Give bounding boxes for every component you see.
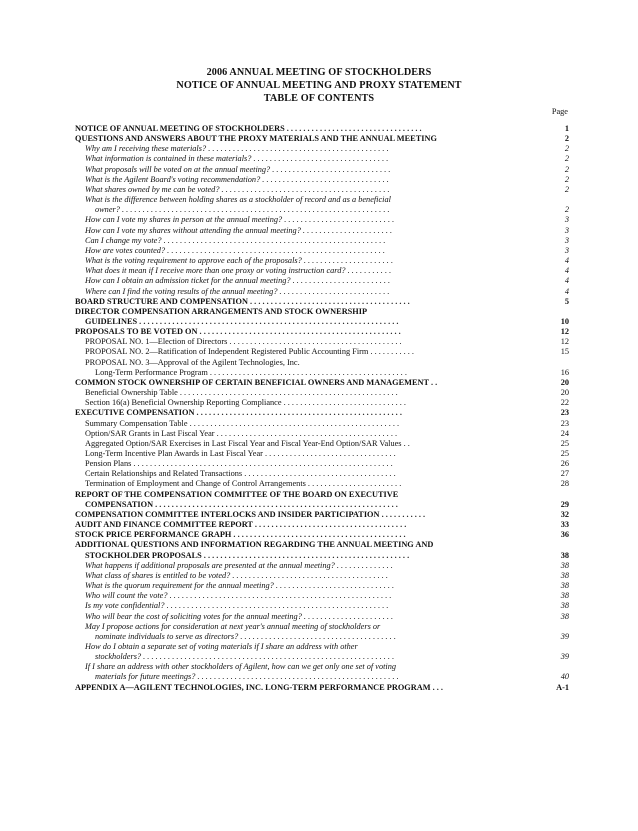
toc-entry-text: EXECUTIVE COMPENSATION . . . . . . . . . . . . . . . . . . . . . . . . . . . . . . . . . . . . . . . . . . . . . . . . . . — [75, 408, 402, 418]
toc-page-number: 22 — [560, 398, 569, 408]
toc-entry-text: COMMON STOCK OWNERSHIP OF CERTAIN BENEFICIAL OWNERS AND MANAGEMENT . . — [75, 377, 438, 387]
toc-entry[interactable] — [75, 449, 569, 459]
toc-entry-title — [75, 530, 569, 540]
toc-page-number: 3 — [564, 245, 569, 255]
toc-page-number: 25 — [560, 449, 569, 458]
toc-entry-text: If I share an address with other stockholders of Agilent, how can we get only one set of voting — [85, 662, 397, 672]
toc-entry-text: How can I vote my shares without attending the annual meeting? . . . . . . . . . . . . . . . . . . . . . . — [85, 225, 393, 235]
toc-page-number: 1 — [564, 124, 569, 133]
toc-entry-text: Who will count the vote? . . . . . . . . . . . . . . . . . . . . . . . . . . . . . . . . . . . . . . . . . . . . . . . . . . . . . . — [85, 591, 392, 601]
toc-entry[interactable] — [75, 408, 569, 418]
toc-entry[interactable] — [75, 388, 569, 398]
toc-entry-title — [75, 226, 569, 236]
toc-entry-text: PROPOSALS TO BE VOTED ON . . . . . . . . . . . . . . . . . . . . . . . . . . . . . . . . . . . . . . . . . . . . . . . . . — [75, 327, 401, 337]
toc-entry[interactable] — [75, 144, 569, 154]
toc-entry-text: Summary Compensation Table . . . . . . . . . . . . . . . . . . . . . . . . . . . . . . . . . . . . . . . . . . . . . . . . . . . — [85, 418, 400, 428]
toc-entry-text: What is the Agilent Board's voting recommendation? . . . . . . . . . . . . . . . . . . . . . . . . . . . . . . . — [85, 174, 389, 184]
toc-entry-text: Is my vote confidential? . . . . . . . . . . . . . . . . . . . . . . . . . . . . . . . . . . . . . . . . . . . . . . . . . . . . . . — [85, 601, 389, 611]
toc-page-number: 27 — [560, 469, 569, 479]
toc-page-number: 39 — [560, 652, 569, 662]
toc-entry[interactable] — [75, 398, 569, 408]
toc-entry[interactable] — [75, 571, 569, 581]
toc-entry-title — [75, 398, 569, 408]
toc-entry[interactable] — [75, 266, 569, 276]
toc-entry[interactable] — [75, 520, 569, 530]
toc-entry[interactable] — [75, 510, 569, 520]
toc-entry[interactable] — [75, 601, 569, 611]
toc-entry-title — [75, 256, 569, 266]
toc-page-number: 2 — [564, 184, 569, 194]
toc-entry-title — [75, 642, 569, 662]
toc-entry-text: What does it mean if I receive more than one proxy or voting instruction card? . . . . . . . . . . . — [85, 266, 392, 276]
toc-entry[interactable] — [75, 530, 569, 540]
toc-entry-text: DIRECTOR COMPENSATION ARRANGEMENTS AND STOCK OWNERSHIP — [75, 306, 368, 316]
toc-entry-title — [75, 297, 569, 307]
toc-entry[interactable] — [75, 591, 569, 601]
toc-entry-text: QUESTIONS AND ANSWERS ABOUT THE PROXY MATERIALS AND THE ANNUAL MEETING — [75, 134, 437, 144]
toc-entry-text: STOCK PRICE PERFORMANCE GRAPH . . . . . . . . . . . . . . . . . . . . . . . . . . . . . . . . . . . . . . . . . . — [75, 530, 406, 540]
toc-entry[interactable] — [75, 459, 569, 469]
toc-page-number: 23 — [560, 418, 569, 428]
toc-page-number: 39 — [560, 631, 569, 641]
toc-entry-text: Where can I find the voting results of the annual meeting? . . . . . . . . . . . . . . . . . . . . . . . . . . . — [85, 286, 390, 296]
toc-entry-text: Who will bear the cost of soliciting votes for the annual meeting? . . . . . . . . . . . . . . . . . . . . . . — [85, 611, 394, 621]
toc-entry[interactable] — [75, 612, 569, 622]
toc-page-number: 2 — [564, 164, 569, 174]
toc-entry-title — [75, 540, 569, 560]
toc-title: TABLE OF CONTENTS — [263, 93, 375, 104]
toc-entry-title — [75, 490, 569, 510]
toc-entry-title — [75, 185, 569, 195]
toc-page-number: 5 — [564, 296, 569, 306]
toc-entry-text: BOARD STRUCTURE AND COMPENSATION . . . . . . . . . . . . . . . . . . . . . . . . . . . . . . . . . . . . . . . — [75, 296, 410, 306]
toc-entry-continuation: stockholders? . . . . . . . . . . . . . . . . . . . . . . . . . . . . . . . . . . . . . . . . . . . . . . . . . . . . . . . . . . . . . — [95, 652, 395, 662]
toc-entry-text: Beneficial Ownership Table . . . . . . . . . . . . . . . . . . . . . . . . . . . . . . . . . . . . . . . . . . . . . . . . . . . . . — [85, 388, 398, 398]
notice-title: NOTICE OF ANNUAL MEETING AND PROXY STATEMENT — [176, 80, 462, 91]
toc-page-number: 16 — [560, 367, 569, 377]
toc-entry-title — [75, 581, 569, 591]
toc-entry-title — [75, 165, 569, 175]
toc-entry-title — [75, 571, 569, 581]
toc-entry-title — [75, 144, 569, 154]
toc-entry-text: Certain Relationships and Related Transactions . . . . . . . . . . . . . . . . . . . . . . . . . . . . . . . . . . . . . — [85, 469, 396, 479]
toc-entry-title — [75, 358, 569, 378]
toc-entry-title — [75, 124, 569, 134]
toc-entry-text: What class of shares is entitled to be voted? . . . . . . . . . . . . . . . . . . . . . . . . . . . . . . . . . . . . . . — [85, 570, 388, 580]
toc-entry-text: What is the quorum requirement for the annual meeting? . . . . . . . . . . . . . . . . . . . . . . . . . . . . . — [85, 581, 395, 591]
toc-page-number: 20 — [560, 377, 569, 387]
toc-entry-title — [75, 591, 569, 601]
toc-entry-text: PROPOSAL NO. 2—Ratification of Independent Registered Public Accounting Firm . . . . . . . . . . . — [85, 347, 414, 357]
toc-page-number: 25 — [560, 438, 569, 448]
toc-entry-title — [75, 612, 569, 622]
toc-entry-title — [75, 347, 569, 357]
meeting-title: 2006 ANNUAL MEETING OF STOCKHOLDERS — [206, 67, 432, 78]
toc-entry[interactable] — [75, 419, 569, 429]
toc-entry[interactable] — [75, 124, 569, 134]
toc-entry-title — [75, 388, 569, 398]
toc-page-number: 29 — [560, 499, 569, 509]
toc-entry-title — [75, 154, 569, 164]
toc-page-number: 4 — [564, 256, 569, 266]
toc-page-number: 2 — [564, 134, 569, 144]
toc-entry-title — [75, 378, 569, 388]
toc-entry[interactable] — [75, 347, 569, 357]
toc-entry-text: Option/SAR Grants in Last Fiscal Year . . . . . . . . . . . . . . . . . . . . . . . . . . . . . . . . . . . . . . . . . . . . — [85, 428, 398, 438]
toc-page-number: 2 — [564, 205, 569, 215]
toc-page-number: 12 — [560, 337, 569, 347]
toc-page-number: 10 — [560, 316, 569, 326]
toc-entry-text: May I propose actions for consideration at next year's annual meeting of stockholders or — [85, 621, 381, 631]
toc-entry[interactable] — [75, 540, 569, 560]
toc-page-number: 33 — [560, 520, 569, 530]
toc-entry[interactable] — [75, 490, 569, 510]
toc-entry-title — [75, 449, 569, 459]
toc-entry-continuation: GUIDELINES . . . . . . . . . . . . . . . . . . . . . . . . . . . . . . . . . . . . . . . . . . . . . . . . . . . . . . . . . . . . . . . — [85, 316, 399, 326]
toc-entry-continuation: nominate individuals to serve as directors? . . . . . . . . . . . . . . . . . . . . . . . . . . . . . . . . . . . . . . — [95, 631, 396, 641]
toc-entry-title — [75, 337, 569, 347]
toc-entry-title — [75, 134, 569, 144]
toc-entry-continuation: Long-Term Performance Program . . . . . . . . . . . . . . . . . . . . . . . . . . . . . . . . . . . . . . . . . . . . . . . . — [95, 367, 407, 377]
toc-entry-title — [75, 276, 569, 286]
toc-page-number: 23 — [560, 408, 569, 418]
toc-entry[interactable] — [75, 378, 569, 388]
toc-entry[interactable] — [75, 307, 569, 327]
toc-entry-title — [75, 520, 569, 530]
toc-entry-text: AUDIT AND FINANCE COMMITTEE REPORT . . . . . . . . . . . . . . . . . . . . . . . . . . . . . . . . . . . . . — [75, 520, 407, 530]
toc-entry-text: PROPOSAL NO. 3—Approval of the Agilent Technologies, Inc. — [85, 357, 300, 367]
toc-entry-title — [75, 683, 569, 693]
toc-entry[interactable] — [75, 246, 569, 256]
toc-entry-title — [75, 327, 569, 337]
toc-page-number: 38 — [560, 581, 569, 591]
toc-entry-text: APPENDIX A—AGILENT TECHNOLOGIES, INC. LONG-TERM PERFORMANCE PROGRAM . . . — [75, 682, 444, 692]
toc-entry[interactable] — [75, 276, 569, 286]
toc-page-number: 15 — [560, 347, 569, 357]
toc-entry[interactable] — [75, 479, 569, 489]
toc-entry-continuation: STOCKHOLDER PROPOSALS . . . . . . . . . . . . . . . . . . . . . . . . . . . . . . . . . . . . . . . . . . . . . . . . . . — [85, 550, 410, 560]
toc-entry-continuation: materials for future meetings? . . . . . . . . . . . . . . . . . . . . . . . . . . . . . . . . . . . . . . . . . . . . . . . . . — [95, 672, 399, 682]
toc-page-number: 38 — [560, 570, 569, 580]
toc-entry-text: REPORT OF THE COMPENSATION COMMITTEE OF THE BOARD ON EXECUTIVE — [75, 489, 399, 499]
toc-entry-title — [75, 459, 569, 469]
toc-entry-text: COMPENSATION COMMITTEE INTERLOCKS AND INSIDER PARTICIPATION . . . . . . . . . . . — [75, 509, 426, 519]
toc-entry-title — [75, 561, 569, 571]
toc-entry-title — [75, 266, 569, 276]
toc-entry-text: What information is contained in these materials? . . . . . . . . . . . . . . . . . . . . . . . . . . . . . . . . . — [85, 154, 389, 164]
toc-entry[interactable] — [75, 683, 569, 693]
toc-entry[interactable] — [75, 195, 569, 215]
toc-entry[interactable] — [75, 561, 569, 571]
toc-entry-text: PROPOSAL NO. 1—Election of Directors . . . . . . . . . . . . . . . . . . . . . . . . . . . . . . . . . . . . . . . . . . — [85, 337, 402, 347]
toc-entry[interactable] — [75, 429, 569, 439]
toc-entry[interactable] — [75, 439, 569, 449]
toc-entry[interactable] — [75, 622, 569, 642]
toc-entry-text: How do I obtain a separate set of voting materials if I share an address with other — [85, 641, 358, 651]
toc-entry-text: How can I vote my shares in person at the annual meeting? . . . . . . . . . . . . . . . . . . . . . . . . . . . — [85, 215, 395, 225]
toc-page-number: 20 — [560, 388, 569, 398]
toc-entry[interactable] — [75, 358, 569, 378]
toc-entry-text: What happens if additional proposals are presented at the annual meeting? . . . . . . . . . . . . . . — [85, 560, 393, 570]
toc-entry-title — [75, 307, 569, 327]
toc-entry-title — [75, 429, 569, 439]
toc-entry-text: NOTICE OF ANNUAL MEETING OF STOCKHOLDERS . . . . . . . . . . . . . . . . . . . . . . . . . . . . . . . . . — [75, 124, 422, 133]
toc-page-number: 32 — [560, 509, 569, 519]
toc-entry[interactable] — [75, 297, 569, 307]
toc-page-number: 2 — [564, 174, 569, 184]
toc-entry-title — [75, 175, 569, 185]
toc-page-number: 38 — [560, 601, 569, 611]
toc-entry-title — [75, 246, 569, 256]
toc-entry-text: What shares owned by me can be voted? . . . . . . . . . . . . . . . . . . . . . . . . . . . . . . . . . . . . . . . . . — [85, 184, 390, 194]
toc-page-number: 38 — [560, 550, 569, 560]
toc-entry-text: What proposals will be voted on at the annual meeting? . . . . . . . . . . . . . . . . . . . . . . . . . . . . . — [85, 164, 391, 174]
toc-entry[interactable] — [75, 165, 569, 175]
toc-entry[interactable] — [75, 185, 569, 195]
toc-page-number: 38 — [560, 560, 569, 570]
toc-entry-text: ADDITIONAL QUESTIONS AND INFORMATION REGARDING THE ANNUAL MEETING AND — [75, 540, 434, 550]
toc-entry-title — [75, 510, 569, 520]
toc-entry[interactable] — [75, 256, 569, 266]
toc-entry[interactable] — [75, 581, 569, 591]
toc-entry[interactable] — [75, 337, 569, 347]
page-column-label: Page — [551, 107, 568, 116]
toc-entry[interactable] — [75, 327, 569, 337]
table-of-contents — [75, 124, 569, 693]
toc-entry-text: Section 16(a) Beneficial Ownership Reporting Compliance . . . . . . . . . . . . . . . . . . . . . . . . . . . . . . — [85, 398, 406, 408]
toc-entry[interactable] — [75, 642, 569, 662]
toc-page-number: 2 — [564, 144, 569, 154]
toc-entry-title — [75, 469, 569, 479]
toc-entry-text: Why am I receiving these materials? . . . . . . . . . . . . . . . . . . . . . . . . . . . . . . . . . . . . . . . . . . . . — [85, 144, 389, 154]
toc-entry[interactable] — [75, 236, 569, 246]
toc-page-number: A-1 — [556, 682, 569, 692]
toc-entry-title — [75, 287, 569, 297]
toc-page-number: 38 — [560, 591, 569, 601]
toc-page-number: 4 — [564, 266, 569, 276]
toc-entry[interactable] — [75, 175, 569, 185]
toc-entry-title — [75, 479, 569, 489]
toc-entry-text: How can I obtain an admission ticket for the annual meeting? . . . . . . . . . . . . . . . . . . . . . . . . — [85, 276, 391, 286]
document-heading — [0, 66, 638, 105]
toc-page-number: 24 — [560, 428, 569, 438]
toc-page-number: 40 — [560, 672, 569, 682]
toc-entry-text: Long-Term Incentive Plan Awards in Last Fiscal Year . . . . . . . . . . . . . . . . . . . . . . . . . . . . . . . . — [85, 449, 396, 458]
toc-entry-title — [75, 419, 569, 429]
toc-entry-title — [75, 622, 569, 642]
toc-entry-continuation: COMPENSATION . . . . . . . . . . . . . . . . . . . . . . . . . . . . . . . . . . . . . . . . . . . . . . . . . . . . . . . . . . . — [85, 499, 398, 509]
toc-entry-text: Pension Plans . . . . . . . . . . . . . . . . . . . . . . . . . . . . . . . . . . . . . . . . . . . . . . . . . . . . . . . . . . . . . . . — [85, 459, 393, 469]
toc-entry[interactable] — [75, 154, 569, 164]
toc-entry-title — [75, 236, 569, 246]
toc-entry[interactable] — [75, 662, 569, 682]
toc-entry-text: Aggregated Option/SAR Exercises in Last Fiscal Year and Fiscal Year-End Option/SAR Values . . — [85, 438, 410, 448]
toc-entry-text: What is the voting requirement to approve each of the proposals? . . . . . . . . . . . . . . . . . . . . . . — [85, 256, 394, 266]
toc-entry[interactable] — [75, 226, 569, 236]
toc-entry-continuation: owner? . . . . . . . . . . . . . . . . . . . . . . . . . . . . . . . . . . . . . . . . . . . . . . . . . . . . . . . . . . . . . . . . . — [95, 205, 390, 215]
toc-page-number: 4 — [564, 276, 569, 286]
toc-entry-text: Can I change my vote? . . . . . . . . . . . . . . . . . . . . . . . . . . . . . . . . . . . . . . . . . . . . . . . . . . . . . . — [85, 235, 386, 245]
toc-page-number: 28 — [560, 479, 569, 489]
toc-page-number: 3 — [564, 235, 569, 245]
toc-page-number: 2 — [564, 154, 569, 164]
toc-entry-title — [75, 601, 569, 611]
toc-page-number: 12 — [560, 327, 569, 337]
toc-entry-text: How are votes counted? . . . . . . . . . . . . . . . . . . . . . . . . . . . . . . . . . . . . . . . . . . . . . . . . . . . . . — [85, 245, 385, 255]
toc-entry[interactable] — [75, 469, 569, 479]
toc-entry-text: What is the difference between holding shares as a stockholder of record and as a beneficial — [85, 195, 391, 205]
toc-page-number: 38 — [560, 611, 569, 621]
toc-page-number: 36 — [560, 530, 569, 540]
toc-page-number: 4 — [564, 286, 569, 296]
toc-entry-title — [75, 439, 569, 449]
toc-entry[interactable] — [75, 287, 569, 297]
toc-entry-title — [75, 215, 569, 225]
toc-entry-title — [75, 195, 569, 215]
toc-entry[interactable] — [75, 215, 569, 225]
toc-entry-title — [75, 408, 569, 418]
toc-entry-text: Termination of Employment and Change of Control Arrangements . . . . . . . . . . . . . . . . . . . . . . . — [85, 479, 402, 489]
toc-page-number: 3 — [564, 215, 569, 225]
toc-page-number: 26 — [560, 459, 569, 469]
toc-page-number: 3 — [564, 225, 569, 235]
toc-entry[interactable] — [75, 134, 569, 144]
toc-entry-title — [75, 662, 569, 682]
